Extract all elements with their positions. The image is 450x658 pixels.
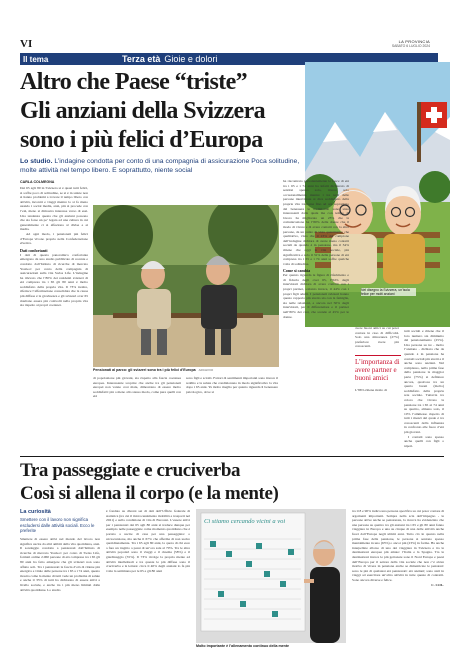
col4-rest: Per quanto riguarda le figure di riferimento e di fiducia degli over 65, l’84% degli intervistati dichiara di avere contatti con i propri partner, soltanto invece, il 44% con i propri figli adulti. I pensionati svizzeri hanno questo rapporto più stretto sia con la famiglia, sia nelle relazioni, e ancora nel 50% degli intervistati, per il differenziare e il partner nell’80% dei casi, che scende al 45% per le donne. [283,273,349,319]
pull-quote: L’importanza di avere partner e buoni amici [355,355,401,382]
article2-kicker-text: Smettere con il lavoro non significa escludersi dalle attività sociali. Ecco le preferite [20,517,95,534]
article1-title [20,68,310,155]
col1-intro: Dai 65 agli 80 in Svizzera si è quasi tutti felici, si soffre poco di solitudine, se si è in salute non si hanno problemi a trovare il tempo libero con attività, incontri e viaggi mentre lo si fa meno usando i social media, anzi, più si procede con l’età, meno si dimostra interesse verso di essi. Una tendenza questa che gli anziani possono che sia forse un po’ legata ad una cultura in cui generalmente ci si affeziona al divise e ai media. [20,186,88,232]
crossword-photo-svg [196,509,346,643]
article1-col5-continued: L’86% ritiene molto di [355,388,387,392]
photo1-caption-row [93,368,279,372]
photo-park-seniors [93,205,279,367]
article1-lead [20,158,305,175]
col6-text: tutti sociali e ritiene che il loro numero sia diminuito dal pensionamento (25%). Una persona su tre - molto l’anziano - dichiara che da quando è in pensione ha contatti sociali più stretti e il anche sono anziani. Nel complesso, nella prima fase della pensione la maggior parte (75%) si definisce ancora, qualcosa tra un quarto buoni (molto) soddisfatto della propria rete sociale. Tuttavia tra coloro che vivono la pensione tra i 65 ai 74 anni su quattro, almeno solo, il 10% l’ammesso rispetto di tutti i mezzi del quale è tra conoscenti della influenza in confronto alle fasce d’età più giovani. [404,329,444,435]
article1-title-line3: sono i più felici d’Europa [20,127,263,153]
col1-subheading: Dati confortanti [20,247,48,253]
byline: CARLA COLMEGNA [20,180,55,184]
page-number: VI [20,38,33,50]
article2-col1: Smettere di essere attivi nel mondo del lavoro non significa uscire da altri ambiti della vita quotidiana, anzi. Il sondaggio condotto a pensionati dall’Istituto di ricerche di mercato YouGov per conto di Swiss Life, formati online 2.060 persone di età compresa tra i 65 gli 80 anni ha fatto emergere che gli svizzeri non sono affatto soli. Tra i pensionati la fascia d’età di ritiene più energica e vitale delle persone tra i 65 a i 74 anni, questo mostra come la mente di tutti vede un problema di salute e anche il 35% di tutti ha dichiarato di essere attivi a livello sociale, e anche tra i più meno limitati dalle attività quotidiane. Lo studio [20,537,100,592]
section-label: Il tema [23,54,49,64]
col1-rest: I dati di questa panoramica confortante emergono da uno studio pubblicato di recente e condotto dall’Istituto di ricerche di mercato YouGov per conto della compagnia di assicurazioni sulla vita Swiss Life. L’indagine ha rilevato che l’80% dei residenti svizzeri di età compresa tra i 65 gli 80 anni è molto soddisfatto della propria vita. Il 73% inoltre, riferisce l’affermazione consolidata che la causa più diffusa è la giovinezza e gli svizzeri over 65 risultano essere più coinvolti nella propria vita sia rispetto ai propri coetanei. [20,252,88,308]
article2-title-line1: Tra passeggiate e cruciverba [20,460,241,481]
article-separator [20,456,444,457]
photo2-caption: Molto importante è l’allenamento continuo della mente [196,644,290,648]
article2-col4: tra il 8 e 90% indica una persona specifica su cui poter contare di argomenti importanti. Sempre nella scia dell’impegno - le persone attive anche se pensionate, la ricerca ha evidenziato che una persona su quattro tra gli anziani tra i 65 e gli 80 anni fanno viaggiare in Europa e una su cinque di una delle attività anche fuori dall’Europa negli ultimi anni. Tutto ciò in quanto nella prima fase della pensione, le persone si sentono spesso mentalmente in uno (63%) o ancor più (23%) in forma. Ha anche interpellate allorso di uno dei viaggiare in Svizzera e tra le destinazioni europee più amate: l’Italia e la Spagna. Tra le destinazioni invece le più gettonate sono il Nord Europa e paesi dell’Europa per il settore della vita sociale che non c’è alcun motivo di vivere in pensione anche se dimenticate le pensioni: sono le più di qualsiasi età pensionati: età anziani; sono stati in viaggi ad esercitare un’altra attività in tutte queste di contratti. Sono ancora diverse e felice. [352,509,444,582]
article2-title [20,459,444,505]
article1-col4 [283,179,349,454]
photo-crossword-board [196,509,346,643]
illustration-caption: Nel disegno la Svizzera, un’isola felice per molti anziani [361,288,416,296]
park-photo-svg [93,205,279,367]
article2-kicker: La curiosità [20,509,51,515]
article1-title-line2: Gli anziani della Svizzera [20,98,266,124]
topic-light: Gioie e dolori [164,54,218,64]
board-title: Ci stiamo cercando vicini a voi [204,518,286,525]
article2-col2: è fondato su diversi set di dati dell’Ufficio federale di statistica (tra cui il microcensimento mobilità e trasporti nel 2021) e sulla condizione di vita di Eurostat. L’essere attivi per i pensionati dai 65 agli 80 anni si traduce dunque per esempio nelle passeggiate come momento quotidiano che è portato a uscire di casa per una passeggiata: o un’escursione, ma anche il 67% che afferma di non uscire quotidianamente. Tra i 65 agli 80 anni, la quota di chi esce a fare un tragitto a passi di un’ora sale al 70%. Tra le altre attività popolari sono il viaggi e il cinema (58%) e il giardinaggio (55%). Il 73% rivolge la propria mente ad attività intellettuali e tra queste le più diffuse sono il cruciverba e la lettura: circa il 40% degli anziani lo fa più volte la settimana per le 65 e gli 80 anni [106,509,190,573]
article1-col5 [355,326,399,354]
lead-kicker: Lo studio. [20,158,53,165]
article2-col3-main [352,509,444,650]
photo1-credit: ARCHIVIO [198,368,214,372]
article2-title-line2: Così si allena il corpo (e la mente) [20,483,279,504]
newspaper-name: LA PROVINCIA [398,39,430,44]
photo1-caption: Pensionati al parco: gli svizzeri sono tra i più felici d’Europa [93,368,196,372]
article1-col3: sono figli e sciolti. Fattori di sentimenti importanti sono invece il reddito e la salute che condizionano in modo significativo la vita dopo i 65 anni. Ya molto meglio per quanto riguarda il benessere psicologico, dove si [186,376,278,394]
article1-col6 [404,329,444,454]
signature: C. COL. [431,582,444,587]
page-date: SABATO 6 LUGLIO 2024 [391,44,430,48]
topic-bold: Terza età [122,54,161,64]
col4-text: ha riscontrato prevalentemente le fasce di età tra i 65 e i 74 anni ha infatti dichiarato di sentirsi spesso solo, invece solo occasionalmente, mentre i tre terzi delle persone intervistate si dice soddisfatto della propria vita trascorsa fino ad ora soprattutto dal benessere le tradizionali sono state interessanti dalle quale ma con tempo di lavoro ha migliorato un 23% che la comunicazione ha l’80% delle donne che il modo di vivere e di avere contatti con la altre persone, da un punto di vista quantitativo che qualitativo, visto che il 23% del campione dell’indagine dichiara di avere meno contatti sociali da quando è in pensione, ma il 34% ritiene che oggi la vita sociale, più significativa e solo il 31% delle persone di età compresa tra i 65 e i 74 anni soffre qualche volta di solitudine. [283,179,349,266]
article1-col1 [20,186,88,454]
col4-subheading: Come si cambia [283,268,311,274]
col6-rest: I contatti sono spesso anche quelli con figli o nipoti. [404,434,444,448]
lead-text: L’indagine condotta per conto di una compagnia di assicurazione Poca solitudine, molte attività nel tempo libero. E soprattutto, niente social [20,158,300,174]
article1-col2: di popolazione più giovani, sia rispetto alla fascia coetanea europea. Interessante scoprire che anche tra gli pensionati europei non vanno così male, dimostrano di essere molto soddisfatti: più o meno allo stesso modo, come pure quelli con età [93,376,181,399]
article1-title-line1: Altro che Paese “triste” [20,69,248,95]
col1-more: Ad ogni modo, i pensionati più felici d’Europa vivono proprio nella Confederazione elvetica. [20,231,88,246]
col5-text: avere buoni amici su cui poter contare in caso di difficoltà. Solo una minoranza (27%) preferisce avere più conoscenti. [355,326,399,349]
